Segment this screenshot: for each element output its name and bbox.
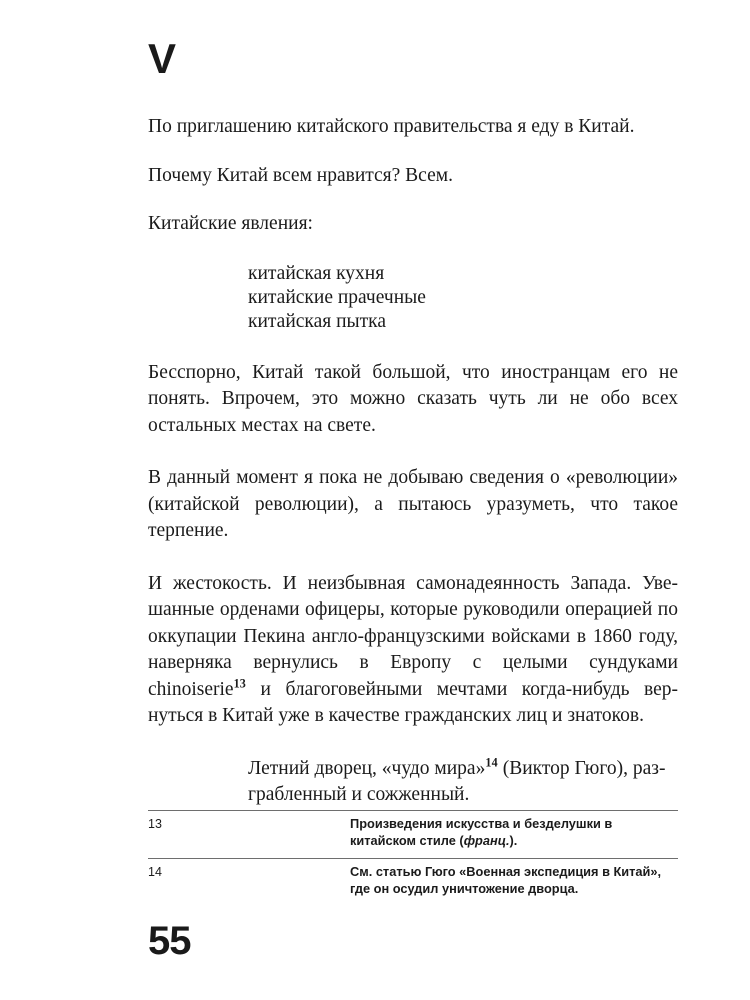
paragraph-3: Китайские явления: <box>148 213 313 234</box>
footnote-reference-14[interactable]: 14 <box>485 755 498 769</box>
paragraph-4: Бесспорно, Китай такой большой, что иностранцам его не понять. Впрочем, это можно сказать чуть ли не обо всех остальных местах на свете. <box>148 361 678 436</box>
paragraph-6 <box>148 571 678 730</box>
indented-list <box>148 262 678 334</box>
page-number: 55 <box>148 919 191 963</box>
page-content <box>148 0 678 828</box>
footnote-number: 14 <box>148 865 162 879</box>
footnote-text <box>350 864 678 897</box>
paragraph-2: Почему Китай всем нравится? Всем. <box>148 164 453 186</box>
footnote-row <box>148 810 678 857</box>
paragraph-6-text-before-term: И жестокость. И неизбывная самонадеянность Запада. Увешанные орденами офицеры, которые руководили операцией по оккупации Пекина англо-французскими войсками в 1860 году, наверняка вернулись в Европу с целыми сундуками <box>148 572 678 673</box>
footnotes-section <box>148 810 678 905</box>
list-item: китайская кухня <box>248 262 385 284</box>
paragraph-6-text-after-term: и благоговейными мечтами когда-нибудь вернуться в Китай уже в качестве гражданских лиц и знатоков. <box>148 678 678 726</box>
footnote-row <box>148 858 678 905</box>
chapter-numeral: V <box>148 35 176 82</box>
closing-text-before-reference: Летний дворец, «чудо мира» <box>248 757 486 779</box>
closing-text-after-reference: (Виктор Гюго), разграбленный и сожженный. <box>248 757 666 805</box>
list-item: китайская пытка <box>248 310 386 332</box>
paragraph-1: По приглашению китайского правительства я еду в Китай. <box>148 116 635 137</box>
footnote-text-main: Произведения искусства и безделушки в китайском стиле ( <box>350 816 613 848</box>
foreign-term-chinoiserie: chinoiserie <box>148 678 234 700</box>
footnote-text-main: См. статью Гюго «Военная экспедиция в Китай», где он осудил уничтожение дворца. <box>350 864 662 896</box>
closing-paragraph <box>148 756 678 809</box>
paragraph-5: В данный момент я пока не добываю сведения о «революции» (китайской революции), а пытаюсь уразуметь, что такое терпение. <box>148 467 678 541</box>
footnote-text <box>350 816 678 849</box>
footnote-language-label: франц. <box>463 832 510 848</box>
list-item: китайские прачечные <box>248 286 426 308</box>
footnote-text-tail: ). <box>509 832 518 848</box>
footnote-number: 13 <box>148 817 162 831</box>
footnote-reference-13[interactable]: 13 <box>233 676 247 690</box>
